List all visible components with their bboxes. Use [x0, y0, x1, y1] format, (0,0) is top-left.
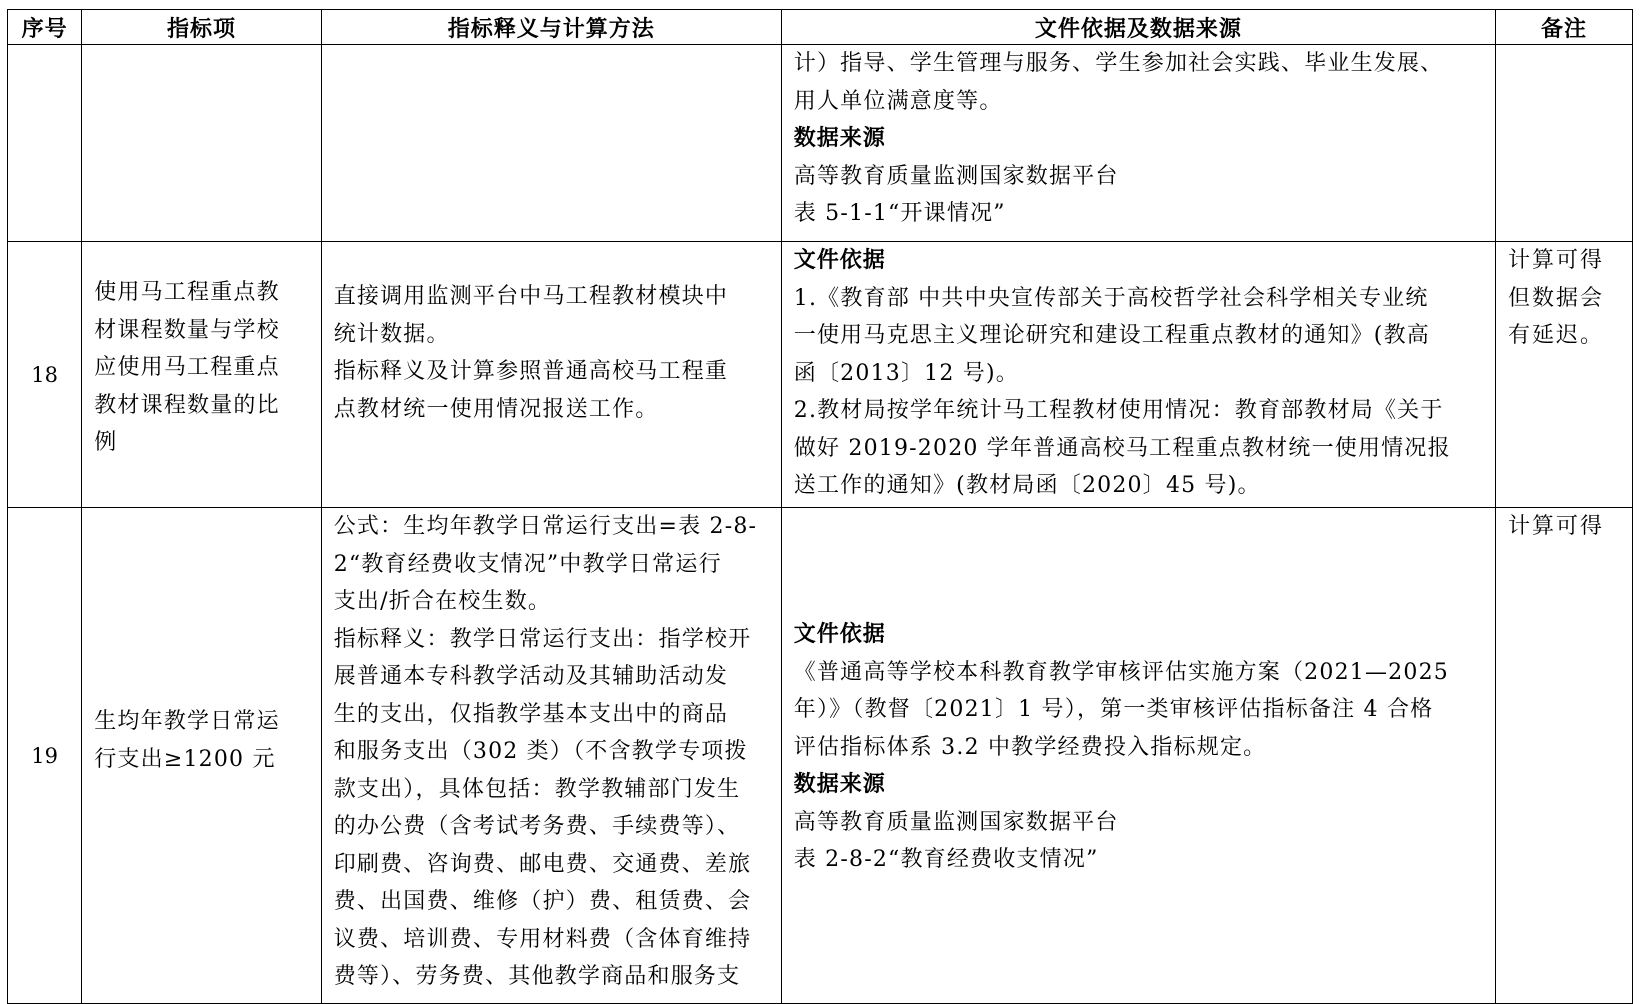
- indicator-cell: [82, 508, 321, 1004]
- definition-line: 指标释义及计算参照普通高校马工程重: [333, 359, 729, 384]
- header-definition: 指标释义与计算方法: [321, 10, 781, 45]
- definition-line: 点教材统一使用情况报送工作。: [333, 396, 659, 422]
- definition-line: 直接调用监测平台中马工程教材模块中: [333, 284, 729, 309]
- row-number: [8, 45, 82, 242]
- indicator-line: 使用马工程重点教: [94, 280, 280, 305]
- table-header-row: [8, 10, 1633, 45]
- remarks-cell: [1495, 45, 1632, 242]
- source-line: 2.教材局按学年统计马工程教材使用情况：教育部教材局《关于: [793, 398, 1444, 423]
- definition-line: 款支出），具体包括：教学教辅部门发生: [333, 776, 741, 802]
- source-line: 一使用马克思主义理论研究和建设工程重点教材的通知》(教高: [793, 323, 1430, 348]
- indicator-line: 生均年教学日常运: [94, 709, 280, 734]
- source-line: 数据来源: [793, 772, 886, 797]
- remarks-line: 但数据会: [1507, 285, 1604, 311]
- remarks-line: 计算可得: [1507, 248, 1604, 273]
- source-line: 做好 2019-2020 学年普通高校马工程重点教材统一使用情况报: [793, 435, 1451, 461]
- source-line: 文件依据: [793, 248, 886, 273]
- remarks-cell: [1495, 242, 1632, 508]
- header-remarks: 备注: [1495, 10, 1632, 45]
- source-line: 1.《教育部 中共中央宣传部关于高校哲学社会科学相关专业统: [793, 285, 1429, 311]
- definition-line: 2“教育经费收支情况”中教学日常运行: [333, 551, 722, 577]
- source-line: 送工作的通知》(教材局函〔2020〕45 号)。: [793, 473, 1261, 498]
- source-line: 高等教育质量监测国家数据平台: [793, 163, 1119, 189]
- indicator-line: 教材课程数量的比: [94, 392, 280, 418]
- indicator-cell: [82, 45, 321, 242]
- definition-line: 费等）、劳务费、其他教学商品和服务支: [333, 964, 741, 989]
- definition-line: 议费、培训费、专用材料费（含体育维持: [333, 926, 752, 952]
- indicator-line: 例: [94, 430, 118, 455]
- definition-line: 和服务支出（302 类）（不含教学专项拨: [333, 739, 748, 764]
- row-number: 18: [8, 242, 82, 508]
- source-line: 《普通高等学校本科教育教学审核评估实施方案（2021—2025: [793, 659, 1449, 685]
- header-no: 序号: [8, 10, 82, 45]
- indicator-table: [7, 9, 1633, 1004]
- remarks-line: 有延迟。: [1507, 323, 1604, 348]
- source-line: 高等教育质量监测国家数据平台: [793, 809, 1119, 835]
- remarks-line: 计算可得: [1507, 514, 1604, 539]
- table-row: [8, 508, 1633, 1004]
- indicator-line: 应使用马工程重点: [94, 355, 280, 380]
- table-row: [8, 242, 1633, 508]
- definition-line: 指标释义：教学日常运行支出：指学校开: [333, 626, 752, 652]
- source-line: 用人单位满意度等。: [793, 88, 1003, 114]
- table-row: [8, 45, 1633, 242]
- definition-line: 公式：生均年教学日常运行支出=表 2-8-: [333, 514, 758, 539]
- source-line: 数据来源: [793, 126, 886, 151]
- definition-cell: [321, 508, 781, 1004]
- definition-line: 展普通本专科教学活动及其辅助活动发: [333, 664, 729, 689]
- definition-line: 费、出国费、维修（护）费、租赁费、会: [333, 889, 752, 914]
- source-cell: [781, 45, 1495, 242]
- source-line: 年）》（教督〔2021〕1 号），第一类审核评估指标备注 4 合格: [793, 697, 1434, 722]
- definition-line: 统计数据。: [333, 321, 450, 347]
- indicator-line: 行支出≥1200 元: [94, 746, 276, 772]
- definition-line: 印刷费、咨询费、邮电费、交通费、差旅: [333, 851, 752, 877]
- source-cell: [781, 508, 1495, 1004]
- header-indicator: 指标项: [82, 10, 321, 45]
- indicator-line: 材课程数量与学校: [94, 317, 280, 343]
- source-line: 表 2-8-2“教育经费收支情况”: [793, 847, 1099, 872]
- source-cell: [781, 242, 1495, 508]
- source-line: 函〔2013〕12 号)。: [793, 360, 1019, 386]
- definition-line: 支出/折合在校生数。: [333, 589, 552, 614]
- remarks-cell: [1495, 508, 1632, 1004]
- header-source: 文件依据及数据来源: [781, 10, 1495, 45]
- definition-cell: [321, 242, 781, 508]
- indicator-cell: [82, 242, 321, 508]
- source-line: 计）指导、学生管理与服务、学生参加社会实践、毕业生发展、: [793, 51, 1444, 76]
- source-line: 评估指标体系 3.2 中教学经费投入指标规定。: [793, 734, 1267, 760]
- definition-line: 生的支出，仅指教学基本支出中的商品: [333, 701, 729, 727]
- definition-line: 的办公费（含考试考务费、手续费等）、: [333, 814, 741, 839]
- source-line: 表 5-1-1“开课情况”: [793, 201, 1006, 226]
- source-line: 文件依据: [793, 622, 886, 647]
- row-number: 19: [8, 508, 82, 1004]
- definition-cell: [321, 45, 781, 242]
